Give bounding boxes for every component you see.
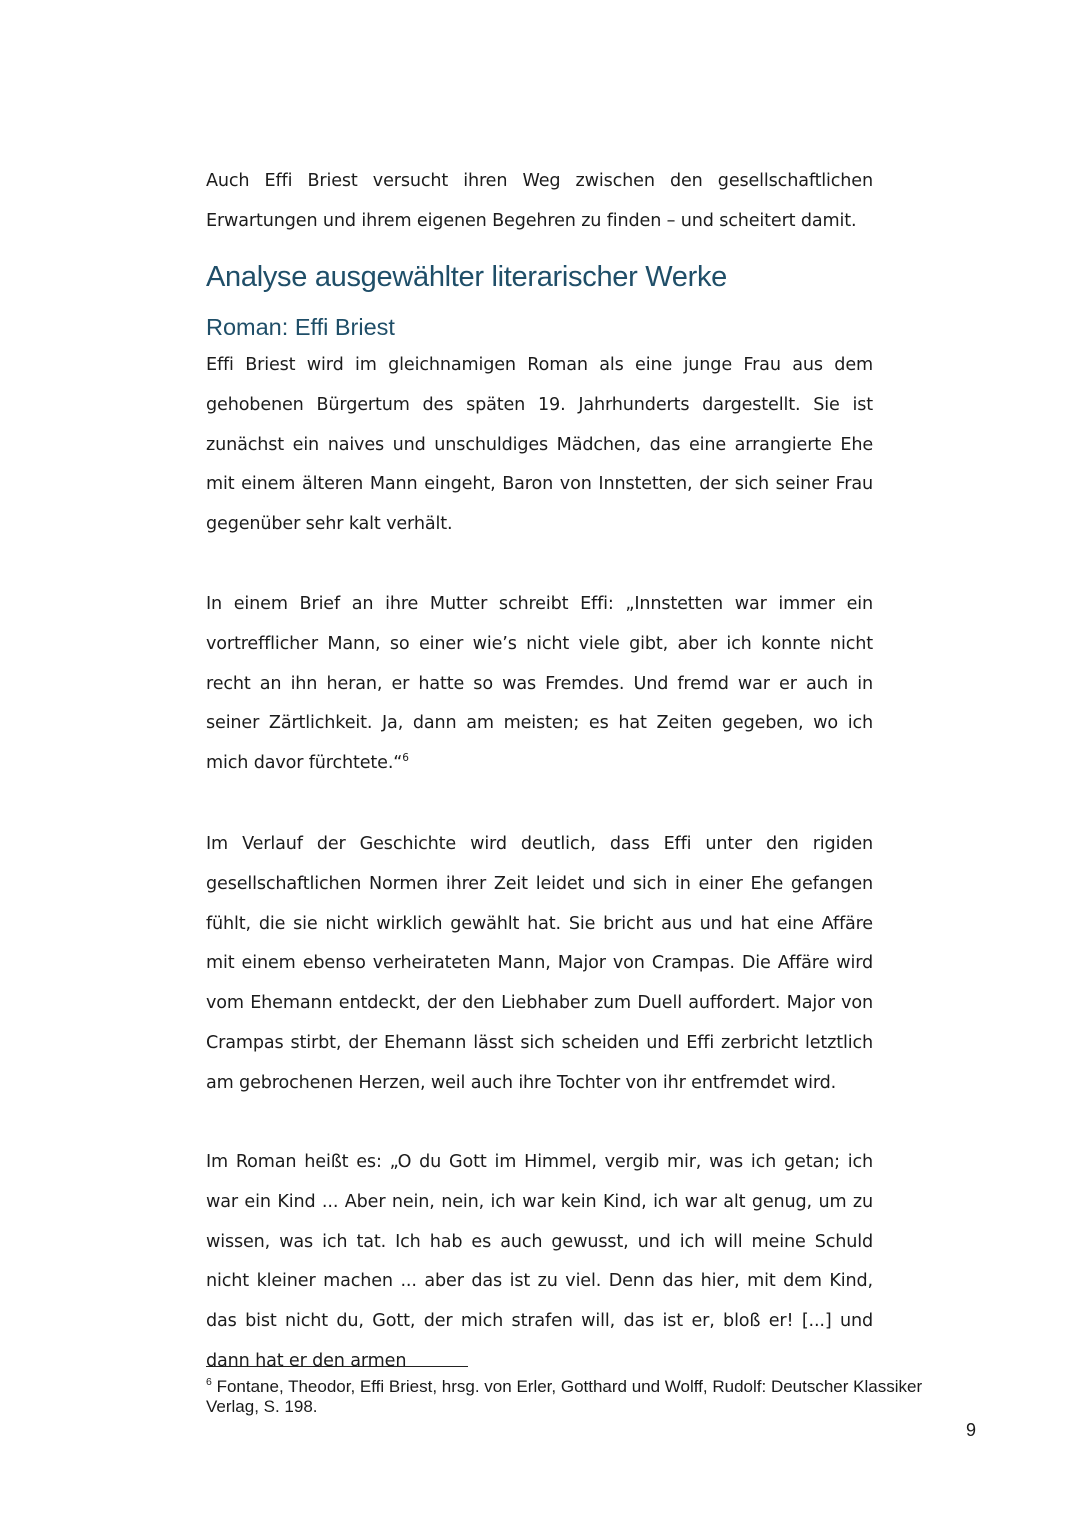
footnote-reference: 6 <box>402 752 409 765</box>
footnote-divider <box>206 1366 468 1367</box>
footnote-marker: 6 <box>206 1376 212 1388</box>
paragraph-story-summary: Im Verlauf der Geschichte wird deutlich, dass Effi unter den rigiden gesellschaftlichen Normen ihrer Zeit leidet und sich in einer Ehe gefangen fühlt, die sie nicht wirklich gewählt hat. Sie bricht aus und hat eine Affäre mit einem ebenso verheirateten Mann, Major von Crampas. Die Affäre wird vom Ehemann entdeckt, der den Liebhaber zum Duell auffordert. Major von Crampas stirbt, der Ehemann lässt sich scheiden und Effi zerbricht letztlich am gebrochenen Herzen, weil auch ihre Tochter von ihr entfremdet wird. <box>206 834 873 1093</box>
paragraph-novel-quote: Im Roman heißt es: „O du Gott im Himmel, vergib mir, was ich getan; ich war ein Kind ... Aber nein, nein, ich war kein Kind, ich war alt genug, um zu wissen, was ich tat. Ich hab es auch gewusst, und ich will meine Schuld nicht kleiner machen ... aber das ist zu viel. Denn das hier, mit dem Kind, das bist nicht du, Gott, der mich strafen will, das ist er, bloß er! [...] und dann hat er den armen <box>206 1152 873 1371</box>
page-number: 9 <box>966 1420 977 1440</box>
paragraph-character-intro: Effi Briest wird im gleichnamigen Roman als eine junge Frau aus dem gehobenen Bürgertum des späten 19. Jahrhunderts dargestellt. Sie ist zunächst ein naives und unschuldiges Mädchen, das eine arrangierte Ehe mit einem älteren Mann eingeht, Baron von Innstetten, der sich seiner Frau gegenüber sehr kalt verhält. <box>206 355 873 535</box>
footnote-text: Fontane, Theodor, Effi Briest, hrsg. von Erler, Gotthard und Wolff, Rudolf: Deutscher Klassiker Verlag, S. 198. <box>206 1377 923 1416</box>
section-heading: Analyse ausgewählter literarischer Werke <box>206 261 727 293</box>
paragraph-letter-quote <box>206 585 873 784</box>
footnote <box>206 1377 976 1417</box>
intro-paragraph: Auch Effi Briest versucht ihren Weg zwischen den gesellschaftlichen Erwartungen und ihrem eigenen Begehren zu finden – und scheitert damit. <box>206 171 873 231</box>
letter-quote-text: In einem Brief an ihre Mutter schreibt Effi: „Innstetten war immer ein vortrefflicher Mann, so einer wie’s nicht viele gibt, aber ich konnte nicht recht an ihn heran, er hatte so was Fremdes. Und fremd war er auch in seiner Zärtlichkeit. Ja, dann am meisten; es hat Zeiten gegeben, wo ich mich davor fürchtete.“ <box>206 594 873 774</box>
subsection-heading: Roman: Effi Briest <box>206 314 395 340</box>
